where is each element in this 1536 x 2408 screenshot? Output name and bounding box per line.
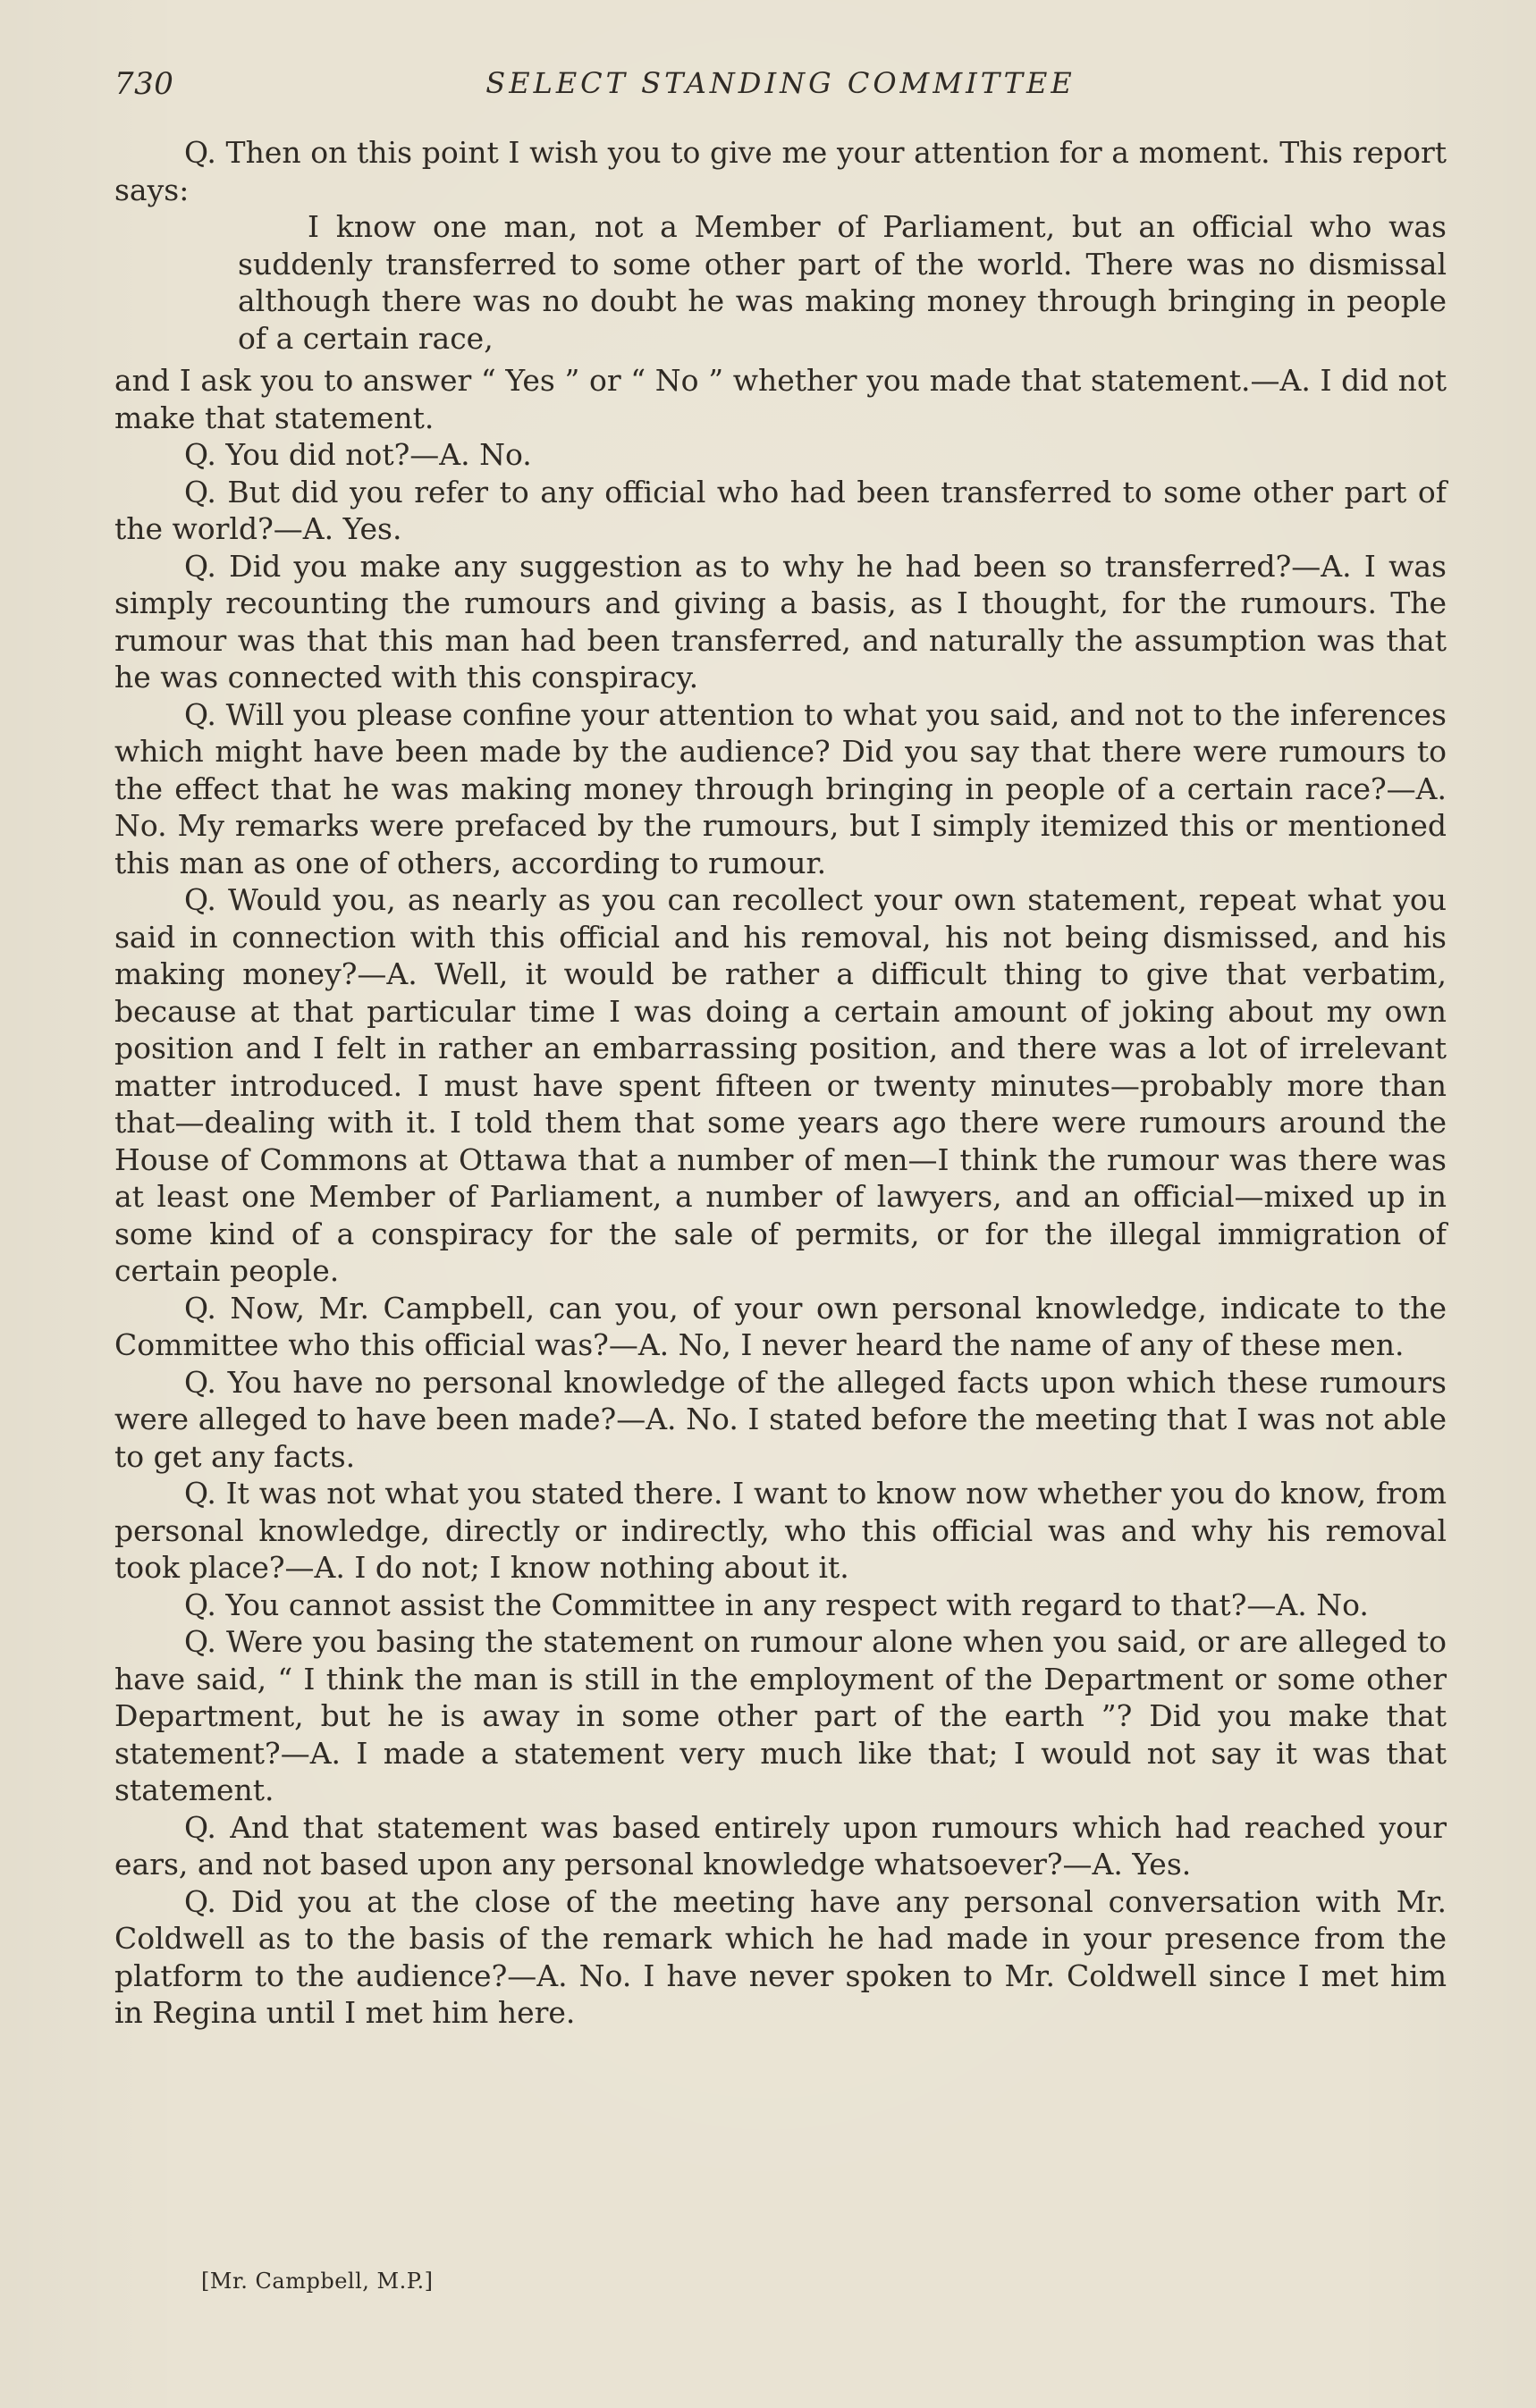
paragraph-9: Q. You have no personal knowledge of the alleged facts upon which these rumours were alleged to have been made?—A. No. I stated before the meeting that I was not able to get any facts. [114, 1364, 1447, 1474]
paragraph-11: Q. You cannot assist the Committee in any respect with regard to that?—A. No. [184, 1587, 1369, 1622]
page-header [114, 63, 1447, 116]
running-head: SELECT STANDING COMMITTEE [485, 66, 1076, 100]
paragraph-5: Q. Did you make any suggestion as to why he had been so transferred?—A. I was simply recounting the rumours and giving a basis, as I thought, for the rumours. The rumour was that this man had been transferred, and naturally the assumption was that he was connected with this conspiracy. [114, 548, 1447, 695]
page-number: 730 [114, 66, 174, 102]
paragraph-3: Q. You did not?—A. No. [184, 437, 532, 472]
speaker-footer: [Mr. Campbell, M.P.] [201, 2269, 434, 2294]
paragraph-10: Q. It was not what you stated there. I want to know now whether you do know, from personal knowledge, directly or indirectly, who this official was and why his removal took place?—A. I do not; I know nothing about it. [114, 1476, 1447, 1585]
paragraph-4: Q. But did you refer to any official who had been transferred to some other part of the world?—A. Yes. [114, 474, 1447, 546]
paragraph-6: Q. Will you please confine your attention to what you said, and not to the inferences which might have been made by the audience? Did you say that there were rumours to the effect that he was making money through bringing in people of a certain race?—A. No. My remarks were prefaced by the rumours, but I simply itemized this or mentioned this man as one of others, according to rumour. [114, 696, 1447, 880]
quoted-report: I know one man, not a Member of Parliament, but an official who was suddenly transferred to some other part of the world. There was no dismissal although there was no doubt he was making money through bringing in people of a certain race, [238, 209, 1447, 356]
paragraph-1: Q. Then on this point I wish you to give me your attention for a moment. This report says: [114, 135, 1447, 207]
paragraph-8: Q. Now, Mr. Campbell, can you, of your own personal knowledge, indicate to the Committee who this official was?—A. No, I never heard the name of any of these men. [114, 1290, 1447, 1362]
paragraph-14: Q. Did you at the close of the meeting have any personal conversation with Mr. Coldwell as to the basis of the remark which he had made in your presence from the platform to the audience?—A. No. I have never spoken to Mr. Coldwell since I met him in Regina until I met him here. [114, 1883, 1447, 2030]
document-body [114, 134, 1447, 2032]
paragraph-7: Q. Would you, as nearly as you can recollect your own statement, repeat what you said in connection with this official and his removal, his not being dismissed, and his making money?—A. Well, it would be rather a difficult thing to give that verbatim, because at that particular time I was doing a certain amount of joking about my own position and I felt in rather an embarrassing position, and there was a lot of irrelevant matter introduced. I must have spent fifteen or twenty minutes—probably more than that—dealing with it. I told them that some years ago there were rumours around the House of Commons at Ottawa that a number of men—I think the rumour was there was at least one Member of Parliament, a number of lawyers, and an official—mixed up in some kind of a conspiracy for the sale of permits, or for the illegal immigration of certain people. [114, 882, 1447, 1288]
paragraph-12: Q. Were you basing the statement on rumour alone when you said, or are alleged to have said, “ I think the man is still in the employment of the Department or some other Department, but he is away in some other part of the earth ”? Did you make that statement?—A. I made a statement very much like that; I would not say it was that statement. [114, 1624, 1447, 1807]
paragraph-13: Q. And that statement was based entirely upon rumours which had reached your ears, and not based upon any personal knowledge whatsoever?—A. Yes. [114, 1809, 1447, 1882]
paragraph-2: and I ask you to answer “ Yes ” or “ No ” whether you made that statement.—A. I did not make that statement. [114, 363, 1447, 435]
